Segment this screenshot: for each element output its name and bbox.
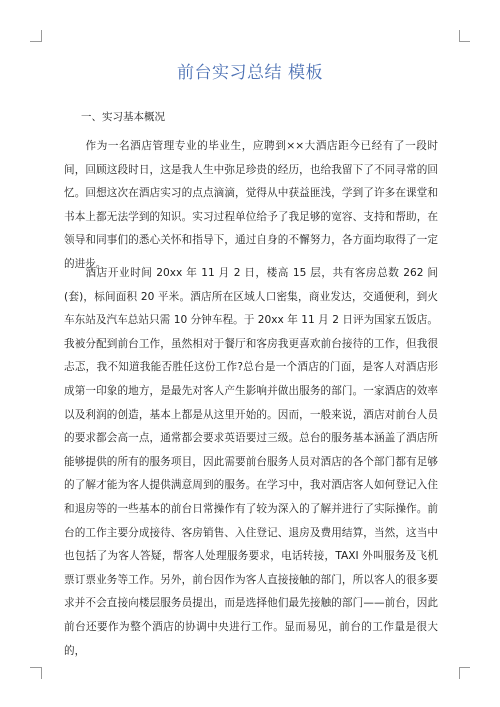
document-title: 前台实习总结 模板: [177, 63, 323, 83]
paragraph-2-text: 酒店开业时间 20xx 年 11 月 2 日，楼高 15 层，共有客房总数 262 间(套)，标间面积 20 平米。酒店所在区域人口密集，商业发达，交通便利，到火车东站及汽车总站只需 10 分钟车程。于 20xx 年 11 月 2 日评为国家五饭店。我被分配到前台工作，虽然相对于餐厅和客房我更喜欢前台接待的工作，但我很忐忑，我不知道我能否胜任这份工作?总台是一个酒店的门面，是客人对酒店形成第一印象的地方，是最先对客人产生影响并做出服务的部门。一家酒店的效率以及利润的创造，基本上都是从这里开始的。因而，一般来说，酒店对前台人员的要求都会高一点，通常都会要求英语要过三级。总台的服务基本涵盖了酒店所能够提供的所有的服务项目，因此需要前台服务人员对酒店的各个部门都有足够的了解才能为客人提供满意周到的服务。在学习中，我对酒店客人如何登记入住和退房等的一些基本的前台日常操作有了较为深入的了解并进行了实际操作。前台的工作主要分成接待、客房销售、入住登记、退房及费用结算，当然，这当中也包括了为客人答疑，帮客人处理服务要求，电话转接，TAXI 外叫服务及飞机票订票业务等工作。另外，前台因作为客人直接接触的部门，所以客人的很多要求并不会直接向楼层服务员提出，而是选择他们最先接触的部门——前台，因此前台还要作为整个酒店的协调中央进行工作。显而易见，前台的工作量是很大的，: [64, 267, 438, 657]
paragraph-2: [64, 262, 438, 663]
paragraph-1-text: 作为一名酒店管理专业的毕业生，应聘到××大酒店距今已经有了一段时间，回顾这段时日，这是我人生中弥足珍贵的经历，也给我留下了不同寻常的回忆。回想这次在酒店实习的点点滴滴，觉得从中获益匪浅，学到了许多在课堂和书本上都无法学到的知识。实习过程单位给予了我足够的宽容、支持和帮助，在领导和同事们的悉心关怀和指导下，通过自身的不懈努力，各方面均取得了一定的进步。: [64, 140, 438, 270]
paragraph-1: [64, 135, 438, 277]
section-heading: 一、实习基本概况: [81, 111, 165, 123]
